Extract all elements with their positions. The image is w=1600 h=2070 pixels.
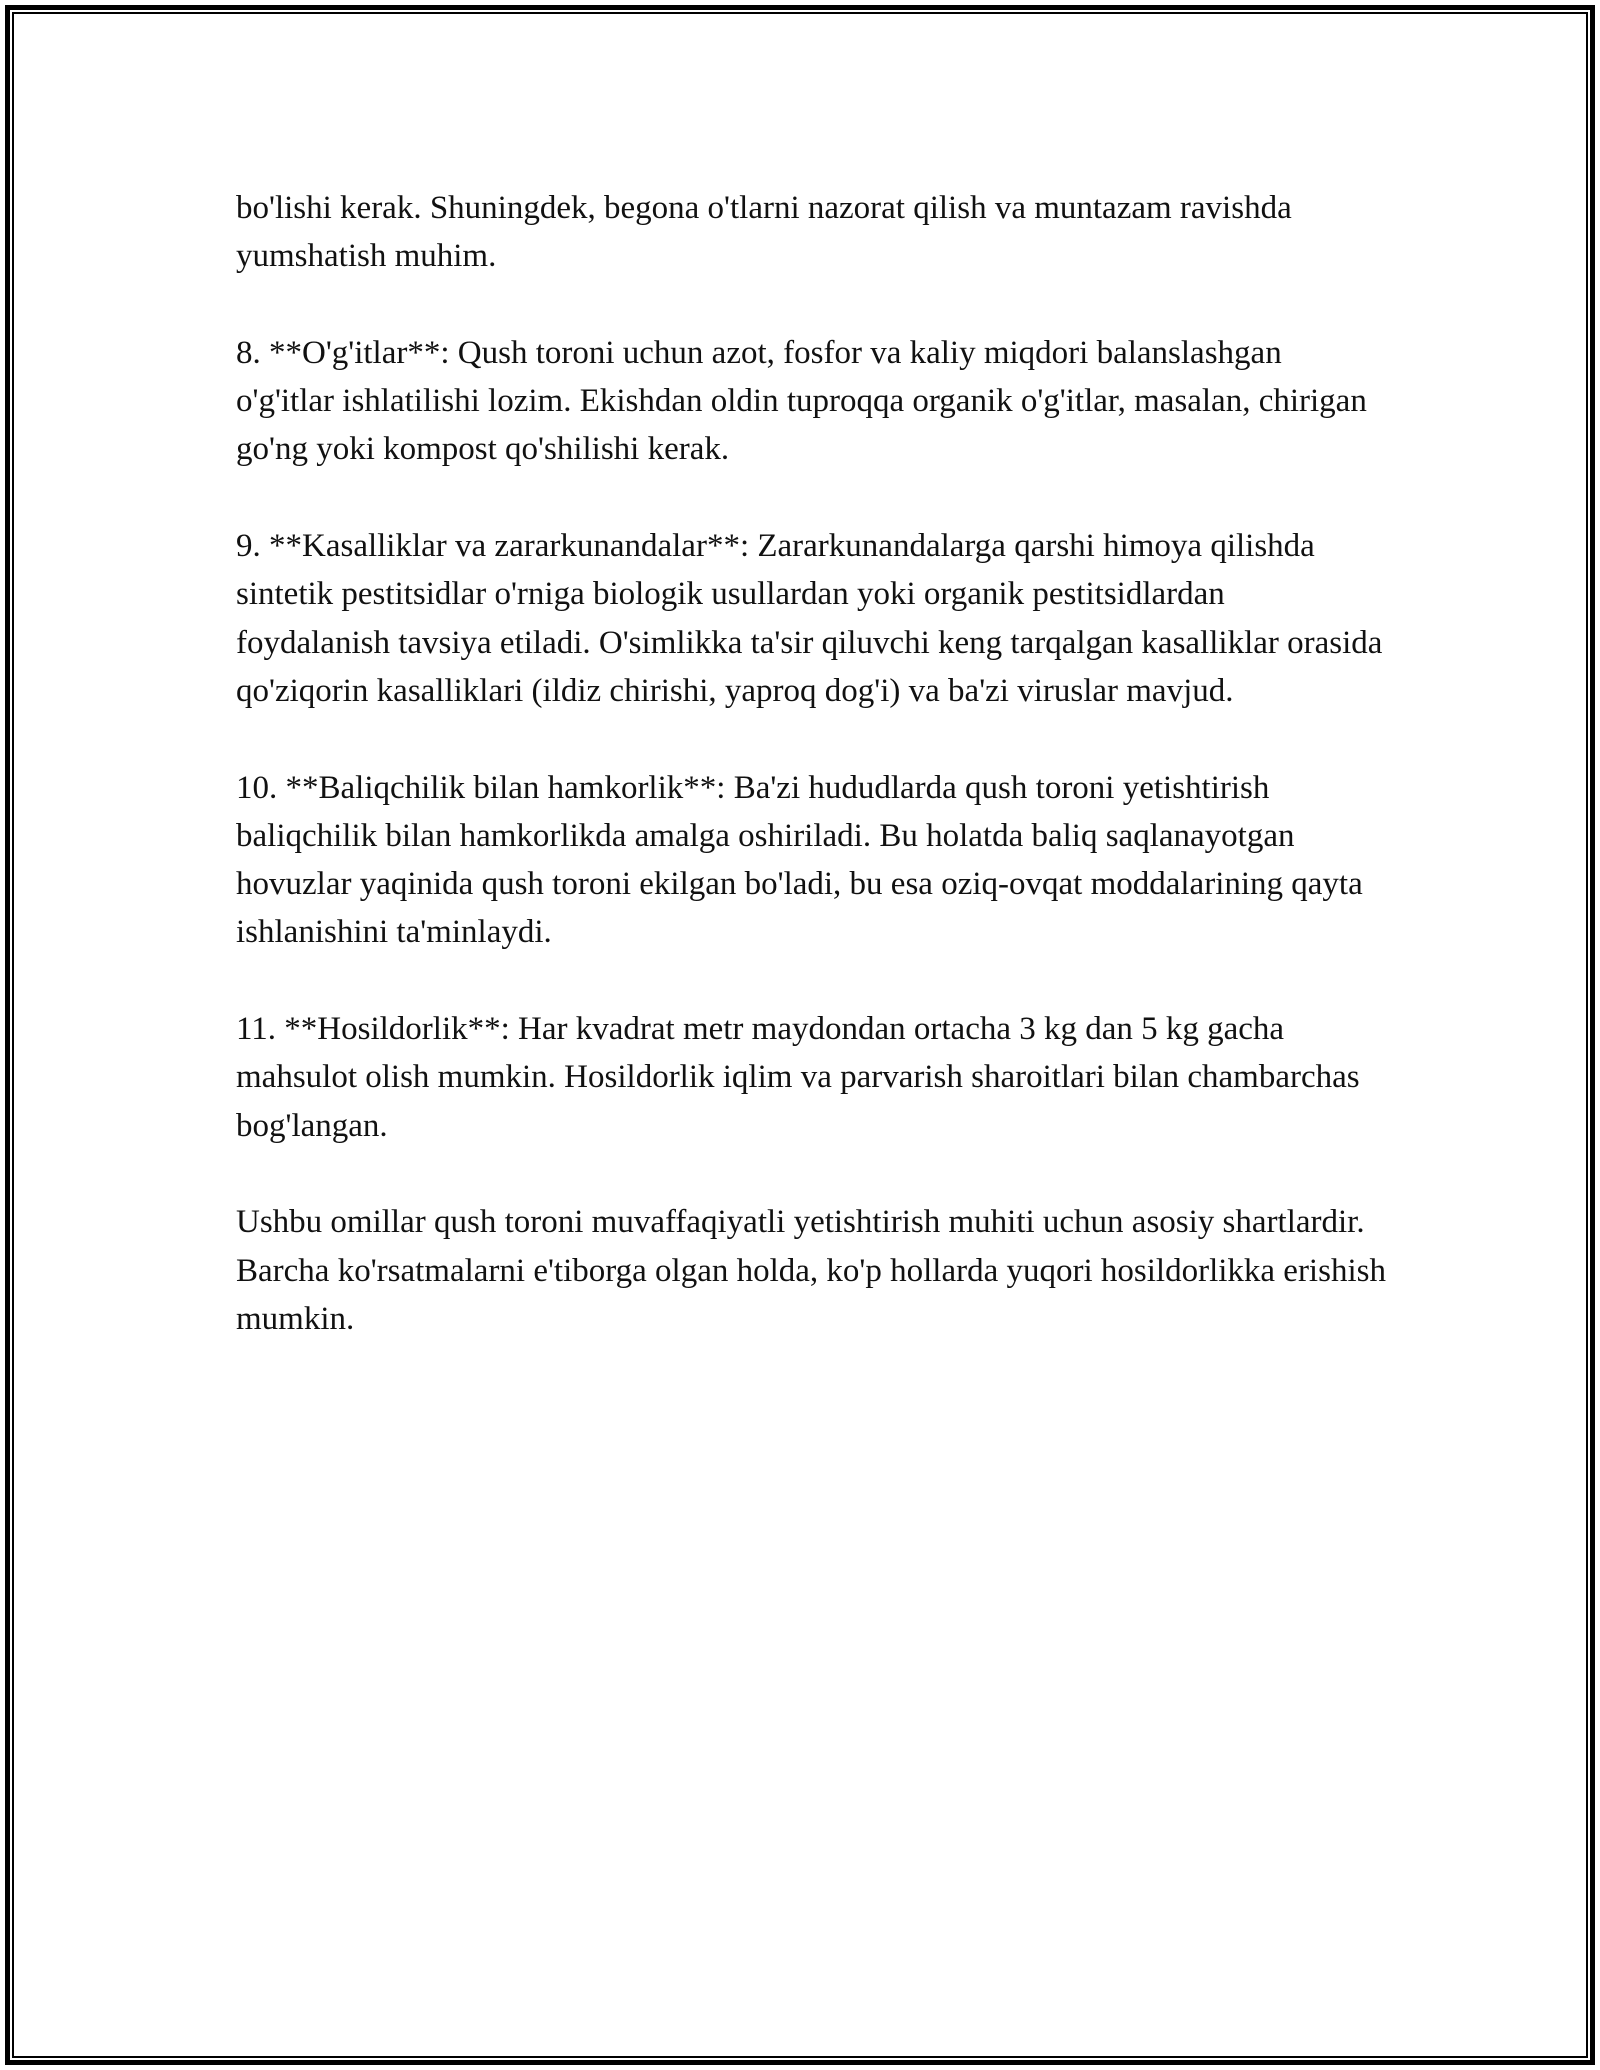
paragraph-continuation: bo'lishi kerak. Shuningdek, begona o'tlarni nazorat qilish va muntazam ravishda yumshatish muhim. — [236, 190, 1292, 275]
paragraph-item-10-fish-farming: 10. **Baliqchilik bilan hamkorlik**: Ba'zi hududlarda qush toroni yetishtirish baliqchilik bilan hamkorlikda amalga oshiriladi. Bu holatda baliq saqlanayotgan hovuzlar yaqinida qush toroni ekilgan bo'ladi, bu esa oziq-ovqat moddalarining qayta ishlanishini ta'minlaydi. — [236, 769, 1363, 951]
paragraph-conclusion: Ushbu omillar qush toroni muvaffaqiyatli yetishtirish muhiti uchun asosiy shartlardir. Barcha ko'rsatmalarni e'tiborga olgan holda, ko'p hollarda yuqori hosildorlikka erishish mumkin. — [236, 1204, 1386, 1337]
document-body — [236, 184, 1386, 1343]
paragraph-item-8-fertilizers: 8. **O'g'itlar**: Qush toroni uchun azot, fosfor va kaliy miqdori balanslashgan o'g'itlar ishlatilishi lozim. Ekishdan oldin tuproqqa organik o'g'itlar, masalan, chirigan go'ng yoki kompost qo'shilishi kerak. — [236, 334, 1367, 468]
paragraph-item-9-diseases-pests: 9. **Kasalliklar va zararkunandalar**: Zararkunandalarga qarshi himoya qilishda sintetik pestitsidlar o'rniga biologik usullardan yoki organik pestitsidlardan foydalanish tavsiya etiladi. O'simlikka ta'sir qiluvchi keng tarqalgan kasalliklar orasida qo'ziqorin kasalliklari (ildiz chirishi, yaproq dog'i) va ba'zi viruslar mavjud. — [236, 528, 1383, 709]
paragraph-item-11-yield: 11. **Hosildorlik**: Har kvadrat metr maydondan ortacha 3 kg dan 5 kg gacha mahsulot olish mumkin. Hosildorlik iqlim va parvarish sharoitlari bilan chambarchas bog'langan. — [236, 1011, 1360, 1144]
